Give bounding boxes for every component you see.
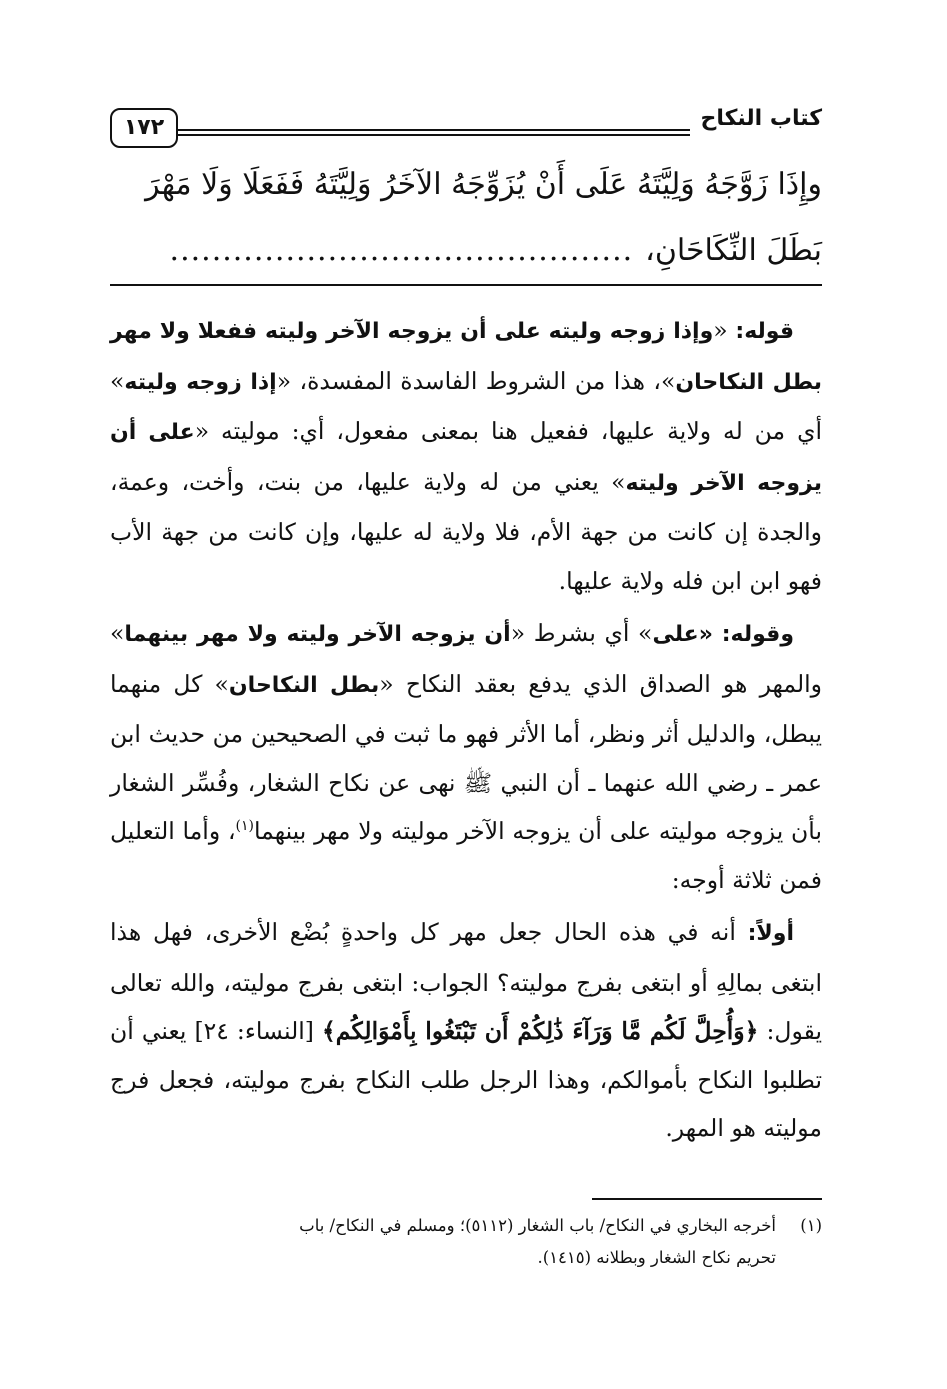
text-run: » أي بشرط « xyxy=(510,619,653,647)
footnote-text: أخرجه البخاري في النكاح/ باب الشغار (٥١١٢)؛ ومسلم في النكاح/ باب xyxy=(299,1216,776,1235)
lead-word: قوله: xyxy=(735,319,794,344)
commentary-paragraph-2 xyxy=(110,609,822,904)
text-run: » والمهر هو الصداق الذي يدفع بعقد النكاح « xyxy=(110,619,822,698)
footnote xyxy=(110,1210,822,1274)
text-run: « xyxy=(713,316,736,344)
quoted-matn: أن يزوجه الآخر وليته ولا مهر بينهما xyxy=(124,622,511,647)
book-title: كتاب النكاح xyxy=(700,106,822,131)
matn-line-2 xyxy=(110,218,822,284)
page-header xyxy=(110,102,822,142)
matn-divider xyxy=(110,284,822,286)
text-run: » أي من له ولاية عليها، ففعيل هنا بمعنى مفعول، أي: موليته « xyxy=(110,366,822,445)
lead-word: وقوله: « xyxy=(698,622,795,647)
matn-dots: ............................................ xyxy=(169,233,634,268)
text-run: » يعني من له ولاية عليها، من بنت، وأخت، وعمة، والجدة إن كانت من جهة الأم، فلا ولاية له عليها، وإن كانت من جهة الأب فهو ابن ابن فله ولاية عليها. xyxy=(110,467,822,595)
footnote-line-2: تحريم نكاح الشغار وبطلانه (١٤١٥). xyxy=(537,1248,776,1267)
header-rule xyxy=(110,134,690,136)
quoted-matn: وإذا زوجه وليته على أن يزوجه الآخر وليته ففعلا ولا مهر بطل النكاحان xyxy=(110,319,823,395)
quoted-matn: إذا زوجه وليته xyxy=(124,369,277,395)
book-page xyxy=(110,80,822,1320)
lead-word: أولاً: xyxy=(747,921,794,946)
header-rule xyxy=(110,129,690,131)
text-run: [النساء: ٢٤] يعني أن تطلبوا النكاح بأموالكم، وهذا الرجل طلب النكاح بفرج موليته، فجعل فرج موليته هو المهر. xyxy=(110,1017,822,1142)
text-run: » كل منهما يبطل، والدليل أثر ونظر، أما الأثر فهو ما ثبت في الصحيحين من حديث ابن عمر ـ رضي الله عنهما ـ أن النبي ﷺ نهى عن نكاح الشغار، وفُسِّر الشغار بأن يزوجه موليته على أن يزوجه الآخر موليته ولا مهر بينهما xyxy=(110,669,823,845)
page-number: ١٧٢ xyxy=(110,108,178,148)
footnote-marker[interactable]: (١) xyxy=(235,818,255,835)
text-run: أنه في هذه الحال جعل مهر كل واحدةٍ بُضْع الأخرى، فهل هذا ابتغى بمالِهِ أو ابتغى بفرج موليته؟ الجواب: ابتغى بفرج موليته، والله تعالى يقول: xyxy=(110,918,823,1045)
quoted-matn: على أن يزوجه الآخر وليته xyxy=(110,420,823,496)
matn-text xyxy=(110,152,822,284)
text-run: »، هذا من الشروط الفاسدة المفسدة، « xyxy=(276,366,676,395)
footnote-line-1 xyxy=(110,1210,822,1242)
matn-line-2-text: بَطَلَ النِّكَاحَانِ، xyxy=(645,233,822,268)
footnote-number: (١) xyxy=(800,1216,822,1235)
text-run: ، وأما التعليل فمن ثلاثة أوجه: xyxy=(110,817,822,894)
quoted-matn: بطل النكاحان xyxy=(228,672,380,698)
matn-line-1: وإِذَا زَوَّجَهُ وَلِيَّتَهُ عَلَى أَنْ يُزَوِّجَهُ الآخَرُ وَلِيَّتَهُ فَفَعَلَا وَلَا مَهْرَ xyxy=(145,167,822,202)
commentary-paragraph-1 xyxy=(110,306,822,605)
quoted-matn: على xyxy=(652,622,699,647)
commentary xyxy=(110,306,822,1157)
commentary-paragraph-3 xyxy=(110,908,822,1153)
quran-verse: ﴿وَأُحِلَّ لَكُم مَّا وَرَآءَ ذَٰلِكُمْ أَن تَبْتَغُوا بِأَمْوَالِكُم﴾ xyxy=(322,1017,759,1045)
footnote-divider xyxy=(592,1198,822,1200)
